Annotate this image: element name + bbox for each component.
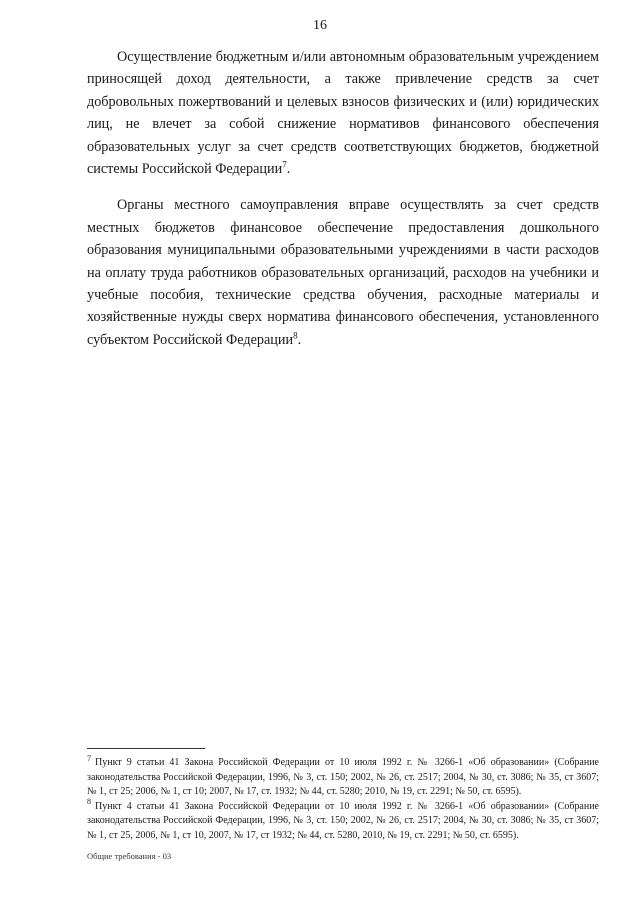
document-footer: Общие требования - 03 — [87, 851, 172, 861]
paragraph-1-end: . — [286, 161, 291, 178]
footnote-ref-8[interactable]: 8 — [293, 330, 298, 341]
footnote-7 — [87, 753, 599, 800]
paragraph-2-text: Органы местного самоуправления вправе осуществлять за счет средств местных бюджетов финансовое обеспечение предоставления дошкольного образования муниципальными образовательными учреждениями в части расходов на оплату труда работников образовательных организаций, расходов на учебники и учебные пособия, технические средства обучения, расходные материалы и хозяйственные нужды сверх норматива финансового обеспечения, установленного субъектом Российской Федерации — [87, 197, 599, 348]
page-number: 16 — [313, 18, 327, 33]
body-text — [87, 46, 599, 365]
footnote-8 — [87, 797, 599, 844]
paragraph-1 — [87, 46, 599, 180]
paragraph-2 — [87, 194, 599, 351]
paragraph-1-text: Осуществление бюджетным и/или автономным образовательным учреждением приносящей доход деятельности, а также привлечение средств за счет добровольных пожертвований и целевых взносов физических и (или) юридических лиц, не влечет за собой снижение нормативов финансового обеспечения образовательных услуг за счет средств соответствующих бюджетов, бюджетной системы Российской Федерации — [87, 49, 599, 178]
footnotes — [87, 753, 599, 843]
footnote-separator — [87, 748, 205, 749]
footnote-7-text: Пункт 9 статьи 41 Закона Российской Федерации от 10 июля 1992 г. № 3266-1 «Об образовании» (Собрание законодательства Российской Федерации, 1996, № 3, ст. 150; 2002, № 26, ст. 2517; 2004, № 30, ст. 3086; № 35, ст 3607; № 1, ст 25; 2006, № 1, ст 10; 2007, № 17, ст. 1932; № 44, ст. 5280; 2010, № 19, ст. 2291; № 50, ст. 6595). — [87, 757, 599, 797]
footnote-8-text: Пункт 4 статьи 41 Закона Российской Федерации от 10 июля 1992 г. № 3266-1 «Об образовании» (Собрание законодательства Российской Федерации, 1996, № 3, ст. 150; 2002, № 26, ст. 2517; 2004, № 30, ст. 3086; № 35, ст 3607; № 1, ст 25, 2006, № 1, ст 10, 2007, № 17, ст 1932; № 44, ст. 5280, 2010, № 19, ст. 2291; № 50, ст. 6595). — [87, 800, 599, 841]
footnote-7-mark: 7 — [87, 753, 91, 763]
footnote-8-mark: 8 — [87, 797, 91, 807]
paragraph-2-end: . — [297, 331, 302, 348]
footnote-ref-7[interactable]: 7 — [282, 159, 287, 170]
